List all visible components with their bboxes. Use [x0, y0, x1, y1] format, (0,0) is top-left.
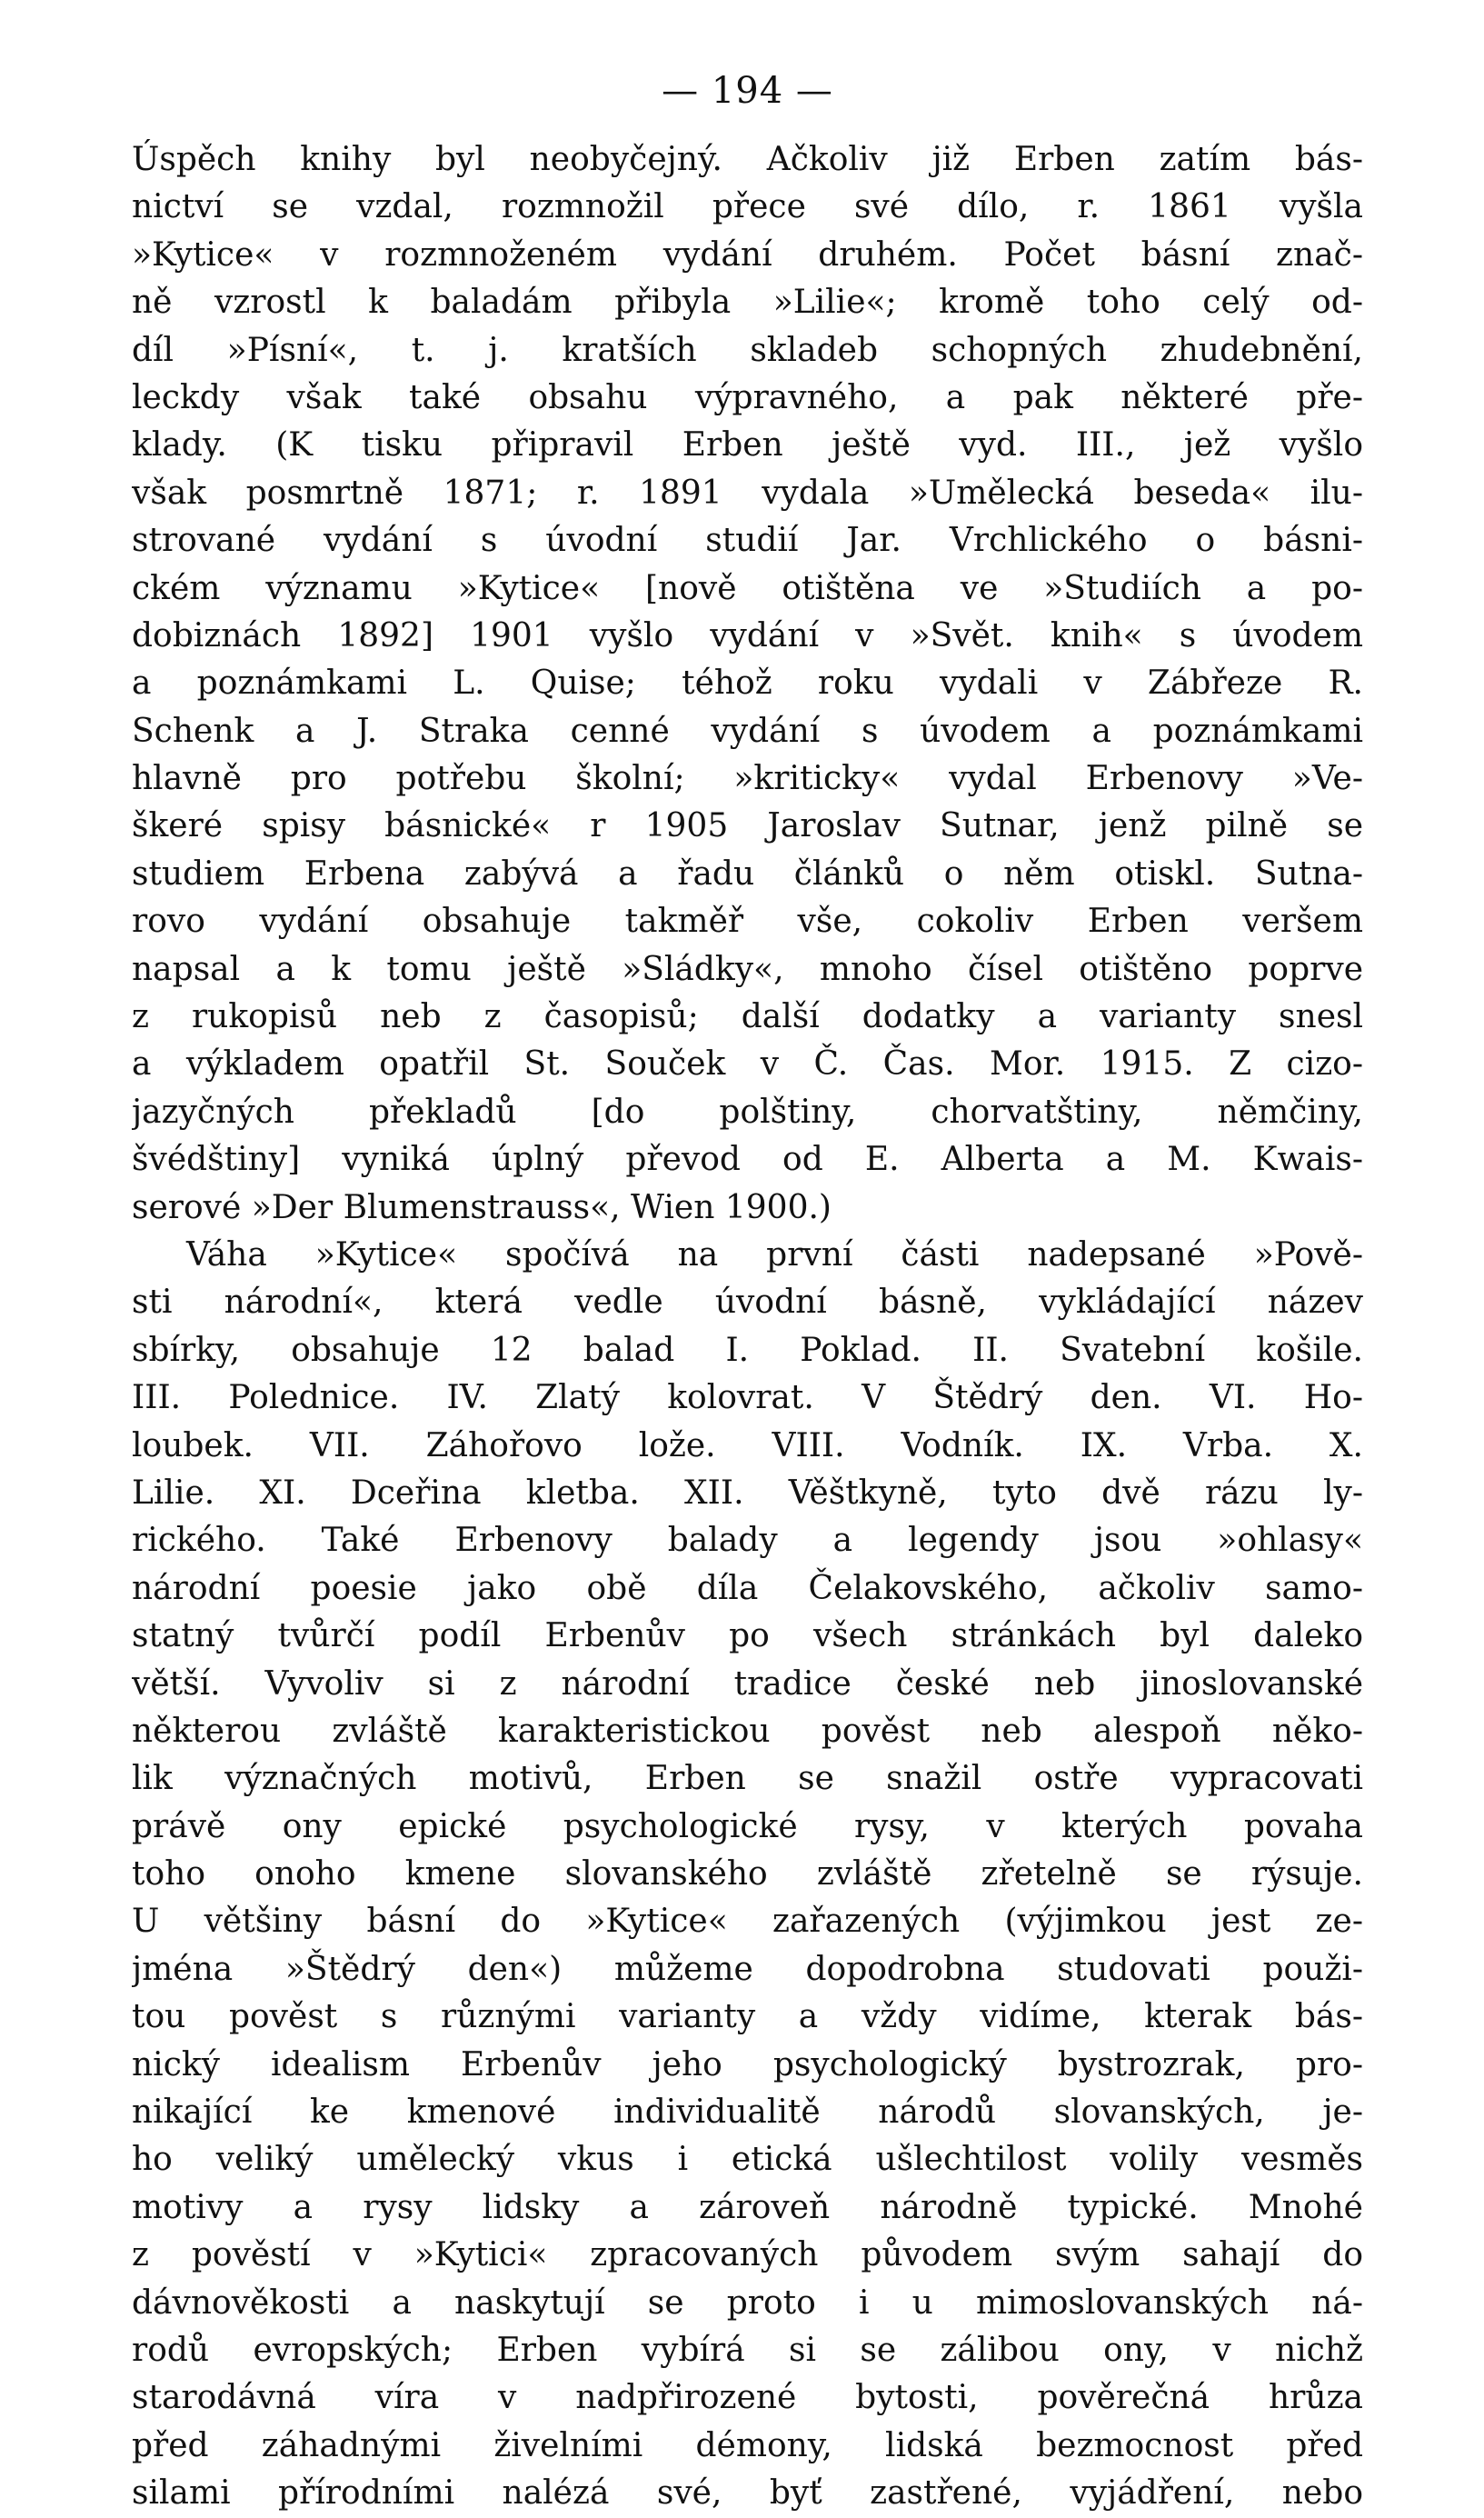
- text-line: a poznámkami L. Quise; téhož roku vydali v Zábřeze R.: [132, 664, 1363, 703]
- text-line: z pověstí v »Kytici« zpracovaných původem svým sahají do: [132, 2236, 1363, 2274]
- text-line: statný tvůrčí podíl Erbenův po všech stránkách byl daleko: [132, 1617, 1363, 1655]
- text-line: silami přírodními nalézá své, byť zastřené, vyjádření, nebo: [132, 2474, 1363, 2513]
- text-line: loubek. VII. Záhořovo lože. VIII. Vodník. IX. Vrba. X.: [132, 1426, 1363, 1464]
- text-line: škeré spisy básnické« r 1905 Jaroslav Sutnar, jenž pilně se: [132, 807, 1363, 845]
- text-line: sbírky, obsahuje 12 balad I. Poklad. II. Svatební košile.: [132, 1331, 1363, 1369]
- text-line: Váha »Kytice« spočívá na první části nadepsané »Pově-: [186, 1235, 1363, 1274]
- text-line: leckdy však také obsahu výpravného, a pak některé pře-: [132, 378, 1363, 416]
- text-line: jména »Štědrý den«) můžeme dopodrobna studovati použi-: [132, 1950, 1363, 1988]
- text-line: jazyčných překladů [do polštiny, chorvatštiny, němčiny,: [132, 1093, 1363, 1131]
- text-line: nický idealism Erbenův jeho psychologický bystrozrak, pro-: [132, 2045, 1363, 2083]
- text-line: III. Polednice. IV. Zlatý kolovrat. V Štědrý den. VI. Ho-: [132, 1379, 1363, 1417]
- text-line: serové »Der Blumenstrauss«, Wien 1900.): [132, 1188, 832, 1226]
- text-line: a výkladem opatřil St. Souček v Č. Čas. Mor. 1915. Z cizo-: [132, 1045, 1363, 1084]
- book-page: [132, 64, 1363, 2518]
- text-line: dobiznách 1892] 1901 vyšlo vydání v »Svět. knih« s úvodem: [132, 616, 1363, 654]
- text-line: nictví se vzdal, rozmnožil přece své dílo, r. 1861 vyšla: [132, 188, 1363, 226]
- text-line: starodávná víra v nadpřirozené bytosti, pověrečná hrůza: [132, 2379, 1363, 2417]
- text-line: švédštiny] vyniká úplný převod od E. Alberta a M. Kwais-: [132, 1141, 1363, 1179]
- text-line: napsal a k tomu ještě »Sládky«, mnoho čísel otištěno poprve: [132, 950, 1363, 988]
- text-line: větší. Vyvoliv si z národní tradice české neb jinoslovanské: [132, 1664, 1363, 1703]
- text-line: ho veliký umělecký vkus i etická ušlechtilost volily vesměs: [132, 2141, 1363, 2179]
- text-line: studiem Erbena zabývá a řadu článků o něm otiskl. Sutna-: [132, 854, 1363, 893]
- text-line: před záhadnými živelními démony, lidská bezmocnost před: [132, 2426, 1363, 2464]
- text-line: právě ony epické psychologické rysy, v kterých povaha: [132, 1807, 1363, 1845]
- text-line: národní poesie jako obě díla Čelakovského, ačkoliv samo-: [132, 1569, 1363, 1607]
- text-line: Úspěch knihy byl neobyčejný. Ačkoliv již Erben zatím bás-: [132, 141, 1363, 178]
- text-line: klady. (K tisku připravil Erben ještě vyd. III., jež vyšlo: [132, 426, 1363, 465]
- text-line: ně vzrostl k baladám přibyla »Lilie«; kromě toho celý od-: [132, 284, 1363, 322]
- text-line: strované vydání s úvodní studií Jar. Vrchlického o básni-: [132, 522, 1363, 560]
- text-line: sti národní«, která vedle úvodní básně, vykládající název: [132, 1284, 1363, 1322]
- text-line: toho onoho kmene slovanského zvláště zřetelně se rýsuje.: [132, 1855, 1363, 1893]
- text-line: nikající ke kmenové individualitě národů slovanských, je-: [132, 2093, 1363, 2132]
- text-line: »Kytice« v rozmnoženém vydání druhém. Počet básní znač-: [132, 235, 1363, 274]
- text-line: lik význačných motivů, Erben se snažil ostře vypracovati: [132, 1760, 1363, 1798]
- text-line: U většiny básní do »Kytice« zařazených (výjimkou jest ze-: [132, 1903, 1363, 1941]
- text-line: některou zvláště karakteristickou pověst neb alespoň něko-: [132, 1712, 1363, 1750]
- text-line: dávnověkosti a naskytují se proto i u mimoslovanských ná-: [132, 2283, 1363, 2322]
- body-text: [132, 136, 1363, 2518]
- text-line: rodů evropských; Erben vybírá si se zálibou ony, v nichž: [132, 2331, 1363, 2369]
- text-line: Lilie. XI. Dceřina kletba. XII. Věštkyně, tyto dvě rázu ly-: [132, 1474, 1363, 1512]
- text-line: však posmrtně 1871; r. 1891 vydala »Umělecká beseda« ilu-: [132, 474, 1363, 512]
- text-line: z rukopisů neb z časopisů; další dodatky a varianty snesl: [132, 998, 1363, 1036]
- text-line: díl »Písní«, t. j. kratších skladeb schopných zhudebnění,: [132, 331, 1363, 369]
- text-line: hlavně pro potřebu školní; »kriticky« vydal Erbenovy »Ve-: [132, 760, 1363, 798]
- text-line: rického. Také Erbenovy balady a legendy jsou »ohlasy«: [132, 1522, 1363, 1560]
- text-line: tou pověst s různými varianty a vždy vidíme, kterak bás-: [132, 1998, 1363, 2036]
- text-line: ckém významu »Kytice« [nově otištěna ve »Studiích a po-: [132, 569, 1363, 607]
- text-line: motivy a rysy lidsky a zároveň národně typické. Mnohé: [132, 2188, 1363, 2226]
- page-number: — 194 —: [662, 70, 833, 112]
- text-line: rovo vydání obsahuje takměř vše, cokoliv Erben veršem: [132, 903, 1363, 941]
- text-line: Schenk a J. Straka cenné vydání s úvodem a poznámkami: [132, 712, 1363, 750]
